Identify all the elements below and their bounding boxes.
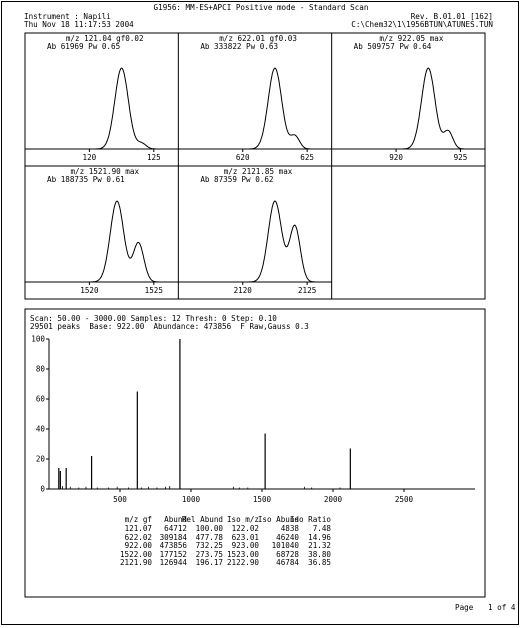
table-cell: 68728 bbox=[276, 549, 299, 559]
table-cell: 1522.00 bbox=[119, 549, 152, 559]
table-cell: 46784 bbox=[276, 558, 299, 568]
table-header-cell: Iso Abund bbox=[257, 515, 299, 524]
profile-tick-label: 120 bbox=[82, 153, 97, 162]
profile-tick-label: 2125 bbox=[297, 286, 317, 295]
table-cell: 126944 bbox=[159, 558, 187, 568]
table-cell: 2122.90 bbox=[226, 558, 259, 568]
y-tick-label: 0 bbox=[40, 484, 45, 494]
y-tick-label: 80 bbox=[35, 364, 45, 374]
profile-tick-label: 1525 bbox=[144, 286, 163, 295]
y-tick-label: 40 bbox=[35, 424, 45, 434]
profile-abundance-label: Ab 509757 Pw 0.64 bbox=[353, 42, 432, 51]
table-cell: 177152 bbox=[159, 549, 187, 559]
table-cell: 21.32 bbox=[308, 541, 331, 551]
revision-label: Rev. B.01.01 [162] bbox=[410, 12, 493, 21]
y-tick-label: 20 bbox=[35, 454, 45, 464]
table-cell: 36.85 bbox=[308, 558, 331, 568]
table-header-cell: Iso Ratio bbox=[289, 515, 331, 524]
table-cell: 14.96 bbox=[308, 532, 331, 542]
table-header-cell: m/z gf bbox=[124, 515, 152, 524]
table-cell: 196.17 bbox=[195, 558, 223, 568]
profile-tick-label: 2120 bbox=[233, 286, 252, 295]
table-cell: 46240 bbox=[276, 532, 299, 542]
instrument-label: Instrument : Napili bbox=[24, 12, 111, 21]
page-number: 1 of 4 bbox=[488, 603, 516, 612]
table-cell: 732.25 bbox=[195, 541, 223, 551]
table-cell: 2121.90 bbox=[119, 558, 152, 568]
table-header-cell: Iso m/z bbox=[226, 515, 259, 524]
table-cell: 273.75 bbox=[195, 549, 223, 559]
profile-abundance-label: Ab 87359 Pw 0.62 bbox=[200, 175, 274, 184]
tune-file-path: C:\Chem32\1\1956BTUN\ATUNES.TUN bbox=[351, 20, 493, 29]
x-tick-label: 1500 bbox=[252, 495, 272, 504]
table-cell: 623.01 bbox=[231, 532, 259, 542]
x-tick-label: 2500 bbox=[394, 495, 414, 504]
table-cell: 923.00 bbox=[231, 541, 259, 551]
scan-info-line1: Scan: 50.00 - 3000.00 Samples: 12 Thresh: 0 Step: 0.10 bbox=[30, 314, 277, 323]
profile-abundance-label: Ab 188735 Pw 0.61 bbox=[47, 175, 125, 184]
profile-tick-label: 920 bbox=[389, 153, 403, 162]
profile-tick-label: 620 bbox=[235, 153, 250, 162]
profile-mz-label: m/z 121.04 gf0.02 bbox=[65, 34, 144, 43]
table-cell: 922.00 bbox=[124, 541, 152, 551]
table-cell: 101040 bbox=[271, 541, 299, 551]
x-tick-label: 2000 bbox=[323, 495, 343, 504]
profile-mz-label: m/z 622.01 gf0.03 bbox=[219, 34, 297, 43]
page-label: Page bbox=[455, 603, 474, 612]
table-cell: 121.07 bbox=[124, 524, 152, 533]
table-cell: 7.48 bbox=[312, 524, 331, 533]
x-tick-label: 1000 bbox=[181, 495, 201, 504]
profile-mz-label: m/z 2121.85 max bbox=[223, 167, 293, 176]
report-date: Thu Nov 18 11:17:53 2004 bbox=[24, 20, 134, 29]
profile-tick-label: 625 bbox=[300, 153, 314, 162]
profile-abundance-label: Ab 333822 Pw 0.63 bbox=[200, 42, 279, 51]
table-header-cell: Rel Abund bbox=[181, 515, 223, 524]
table-cell: 622.02 bbox=[124, 532, 152, 542]
table-cell: 473856 bbox=[159, 541, 187, 551]
table-header-cell: Abund bbox=[164, 515, 187, 524]
profile-mz-label: m/z 922.05 max bbox=[379, 34, 444, 43]
profile-tick-label: 125 bbox=[146, 153, 161, 162]
table-cell: 1523.00 bbox=[226, 549, 259, 559]
profile-abundance-label: Ab 61969 Pw 0.65 bbox=[47, 42, 121, 51]
table-cell: 100.00 bbox=[195, 524, 223, 533]
profile-mz-label: m/z 1521.90 max bbox=[70, 167, 140, 176]
table-cell: 477.78 bbox=[195, 532, 223, 542]
report-title: G1956: MM-ES+APCI Positive mode - Standard Scan bbox=[153, 3, 369, 12]
scan-info-line2: 29501 peaks Base: 922.00 Abundance: 473856 F Raw,Gauss 0.3 bbox=[30, 322, 309, 331]
y-tick-label: 60 bbox=[35, 394, 45, 404]
table-cell: 122.02 bbox=[231, 524, 259, 533]
table-cell: 64712 bbox=[164, 524, 187, 533]
y-tick-label: 100 bbox=[31, 334, 45, 344]
table-cell: 309184 bbox=[159, 532, 187, 542]
table-cell: 38.80 bbox=[308, 549, 331, 559]
profile-tick-label: 1520 bbox=[80, 286, 99, 295]
profile-tick-label: 925 bbox=[453, 153, 468, 162]
x-tick-label: 500 bbox=[113, 495, 127, 504]
table-cell: 4838 bbox=[280, 524, 299, 533]
